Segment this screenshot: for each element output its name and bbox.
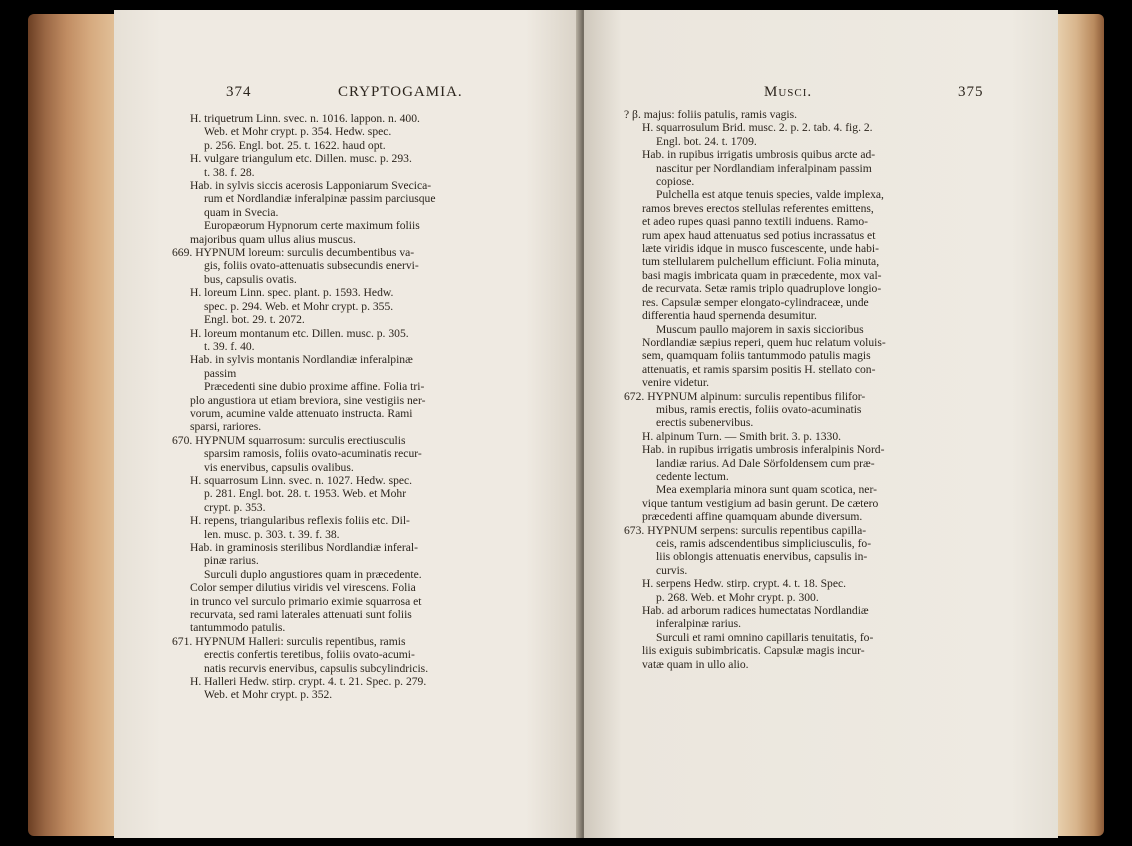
- text-line: rum apex haud attenuatus sed potius incrassatus et: [642, 228, 876, 242]
- text-line: Web. et Mohr crypt. p. 354. Hedw. spec.: [204, 125, 392, 139]
- text-line: rum et Nordlandiæ inferalpinæ passim parciusque: [204, 192, 436, 206]
- left-page-body: [172, 112, 572, 702]
- text-line: venire videtur.: [642, 376, 709, 390]
- text-line: plo angustiora ut etiam breviora, sine vestigiis ner-: [190, 393, 426, 407]
- text-line: H. serpens Hedw. stirp. crypt. 4. t. 18. Spec.: [642, 577, 847, 591]
- text-line: H. Halleri Hedw. stirp. crypt. 4. t. 21. Spec. p. 279.: [190, 675, 427, 689]
- text-line: H. repens, triangularibus reflexis foliis etc. Dil-: [190, 514, 410, 528]
- text-line: vatæ quam in ullo alio.: [642, 657, 749, 671]
- text-line: 672. HYPNUM alpinum: surculis repentibus filifor-: [624, 389, 866, 403]
- text-line: H. alpinum Turn. — Smith brit. 3. p. 1330.: [642, 429, 842, 443]
- text-line: Web. et Mohr crypt. p. 352.: [204, 688, 333, 702]
- text-line: crypt. p. 353.: [204, 500, 266, 514]
- text-line: Europæorum Hypnorum certe maximum foliis: [204, 219, 420, 233]
- text-line: vis enervibus, capsulis ovalibus.: [204, 460, 354, 474]
- text-line: nascitur per Nordlandiam inferalpinam passim: [656, 161, 872, 175]
- text-line: 669. HYPNUM loreum: surculis decumbentibus va-: [172, 246, 415, 260]
- text-line: tum stellularem pulchellum efficiunt. Folia minuta,: [642, 255, 880, 269]
- text-line: H. triquetrum Linn. svec. n. 1016. lappon. n. 400.: [190, 112, 420, 125]
- text-line: passim: [204, 366, 237, 380]
- text-line: vique tantum vestigium ad basin gerunt. De cætero: [642, 496, 879, 510]
- text-line: curvis.: [656, 563, 688, 577]
- text-line: pinæ rarius.: [204, 554, 259, 568]
- text-line: res. Capsulæ semper elongato-cylindraceæ, unde: [642, 295, 869, 309]
- text-line: recurvata, sed rami laterales attenuati sunt foliis: [190, 608, 412, 622]
- text-line: spec. p. 294. Web. et Mohr crypt. p. 355.: [204, 299, 394, 313]
- text-line: natis recurvis enervibus, capsulis subcylindricis.: [204, 661, 429, 675]
- text-line: Engl. bot. 24. t. 1709.: [656, 134, 757, 148]
- text-line: H. vulgare triangulum etc. Dillen. musc. p. 293.: [190, 152, 412, 166]
- right-running-head: Musci.: [764, 84, 813, 100]
- left-page: [114, 10, 582, 838]
- text-line: landiæ rarius. Ad Dale Sörfoldensem cum præ-: [656, 456, 875, 470]
- text-line: 670. HYPNUM squarrosum: surculis erectiusculis: [172, 433, 406, 447]
- text-line: bus, capsulis ovatis.: [204, 272, 297, 286]
- text-line: liis exiguis subimbricatis. Capsulæ magis incur-: [642, 644, 865, 658]
- text-line: H. squarrosulum Brid. musc. 2. p. 2. tab. 4. fig. 2.: [642, 121, 873, 135]
- text-line: Hab. in sylvis montanis Nordlandiæ inferalpinæ: [190, 353, 413, 367]
- text-line: ? β. majus: foliis patulis, ramis vagis.: [624, 108, 798, 121]
- text-line: vorum, acumine valde attenuato instructa. Rami: [190, 406, 413, 420]
- text-line: Surculi duplo angustiores quam in præcedente.: [204, 567, 422, 581]
- text-line: quam in Svecia.: [204, 205, 279, 219]
- left-running-head: CRYPTOGAMIA.: [338, 84, 463, 100]
- text-line: gis, foliis ovato-attenuatis subsecundis enervi-: [204, 259, 419, 273]
- text-line: H. squarrosum Linn. svec. n. 1027. Hedw. spec.: [190, 473, 413, 487]
- text-line: de recurvata. Setæ ramis triplo quadruplove longio-: [642, 282, 882, 296]
- text-line: Hab. in graminosis sterilibus Nordlandiæ inferal-: [190, 541, 418, 554]
- text-line: Mea exemplaria minora sunt quam scotica, ner-: [656, 483, 877, 497]
- text-line: Nordlandiæ sæpius reperi, quem huc relatum voluis-: [642, 335, 886, 349]
- text-line: inferalpinæ rarius.: [656, 617, 741, 631]
- text-line: attenuatis, et ramis sparsim positis H. stellato con-: [642, 362, 876, 376]
- right-page-edges: [1054, 14, 1104, 836]
- left-page-number: 374: [226, 84, 252, 100]
- text-line: 671. HYPNUM Halleri: surculis repentibus, ramis: [172, 634, 406, 648]
- text-line: t. 39. f. 40.: [204, 339, 255, 353]
- text-line: cedente lectum.: [656, 469, 729, 483]
- text-line: Hab. in sylvis siccis acerosis Lapponiarum Svecica-: [190, 179, 432, 193]
- text-line: Muscum paullo majorem in saxis siccioribus: [656, 322, 864, 336]
- text-line: Pulchella est atque tenuis species, valde implexa,: [656, 188, 884, 202]
- text-line: len. musc. p. 303. t. 39. f. 38.: [204, 527, 340, 541]
- right-page-body: [624, 108, 1032, 671]
- text-line: Color semper dilutius viridis vel virescens. Folia: [190, 581, 416, 595]
- text-line: Engl. bot. 29. t. 2072.: [204, 313, 305, 327]
- text-line: sem, quamquam foliis tantummodo patulis magis: [642, 349, 871, 363]
- text-line: Hab. in rupibus irrigatis umbrosis inferalpinis Nord-: [642, 443, 885, 457]
- text-line: sparsim ramosis, foliis ovato-acuminatis recur-: [204, 447, 422, 461]
- text-line: erectis confertis teretibus, foliis ovato-acumi-: [204, 648, 415, 662]
- text-line: Hab. ad arborum radices humectatas Nordlandiæ: [642, 604, 869, 618]
- text-line: ceis, ramis adscendentibus simpliciusculis, fo-: [656, 537, 872, 550]
- text-line: tantummodo patulis.: [190, 621, 286, 635]
- text-line: p. 256. Engl. bot. 25. t. 1622. haud opt.: [204, 138, 386, 152]
- open-book: [28, 10, 1104, 838]
- text-line: p. 268. Web. et Mohr crypt. p. 300.: [656, 590, 819, 604]
- text-line: H. loreum montanum etc. Dillen. musc. p. 305.: [190, 326, 409, 340]
- text-line: p. 281. Engl. bot. 28. t. 1953. Web. et Mohr: [204, 487, 407, 501]
- text-line: differentia haud spernenda desumitur.: [642, 309, 817, 323]
- text-line: Hab. in rupibus irrigatis umbrosis quibus arcte ad-: [642, 148, 876, 162]
- text-line: Præcedenti sine dubio proxime affine. Folia tri-: [204, 380, 425, 394]
- text-line: t. 38. f. 28.: [204, 165, 255, 179]
- right-page: [584, 10, 1058, 838]
- text-line: erectis subenervibus.: [656, 416, 754, 430]
- text-line: copiose.: [656, 175, 695, 189]
- text-line: et adeo rupes quasi panno textili induens. Ramo-: [642, 215, 869, 229]
- text-line: basi magis imbricata quam in præcedente, mox val-: [642, 268, 882, 282]
- text-line: majoribus quam ullus alius muscus.: [190, 232, 356, 246]
- text-line: Surculi et rami omnino capillaris tenuitatis, fo-: [656, 630, 874, 644]
- right-page-number: 375: [958, 84, 984, 100]
- text-line: 673. HYPNUM serpens: surculis repentibus capilla-: [624, 523, 867, 537]
- text-line: sparsi, rariores.: [190, 420, 262, 434]
- text-line: in trunco vel surculo primario eximie squarrosa et: [190, 594, 422, 608]
- text-line: ramos breves erectos stellulas referentes emittens,: [642, 201, 874, 215]
- text-line: læte viridis idque in musco fuscescente, unde habi-: [642, 242, 879, 256]
- left-page-edges: [28, 14, 124, 836]
- text-line: mibus, ramis erectis, foliis ovato-acuminatis: [656, 402, 862, 416]
- text-line: liis oblongis attenuatis enervibus, capsulis in-: [656, 550, 868, 564]
- text-line: præcedenti affine quamquam abunde diversum.: [642, 510, 863, 524]
- text-line: H. loreum Linn. spec. plant. p. 1593. Hedw.: [190, 286, 394, 300]
